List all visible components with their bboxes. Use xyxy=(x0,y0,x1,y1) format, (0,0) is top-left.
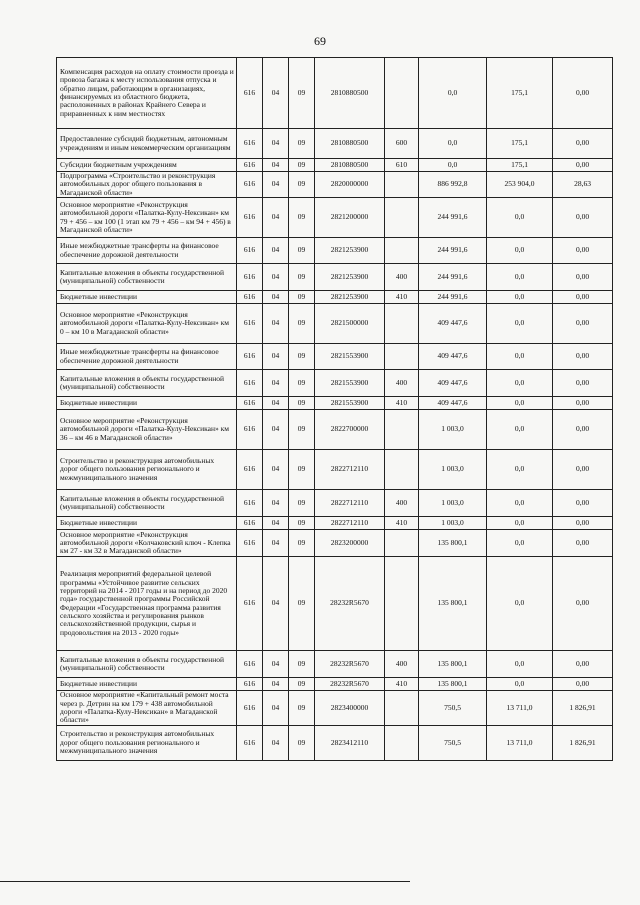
row-amount-1: 244 991,6 xyxy=(419,291,487,304)
row-subsection: 09 xyxy=(289,530,315,557)
row-amount-3: 0,00 xyxy=(553,264,613,291)
row-target-article: 2810880500 xyxy=(315,58,385,129)
row-amount-1: 244 991,6 xyxy=(419,198,487,238)
row-name: Капитальные вложения в объекты государственной (муниципальной) собственности xyxy=(57,651,237,678)
row-expense-type xyxy=(385,410,419,450)
row-amount-2: 0,0 xyxy=(487,397,553,410)
row-name: Строительство и реконструкция автомобильных дорог общего пользования регионального и межмуниципального значения xyxy=(57,725,237,760)
row-amount-3: 0,00 xyxy=(553,397,613,410)
row-amount-1: 1 003,0 xyxy=(419,410,487,450)
row-subsection: 09 xyxy=(289,557,315,651)
table-row xyxy=(57,264,613,291)
row-target-article: 2821553900 xyxy=(315,344,385,370)
row-amount-3: 0,00 xyxy=(553,530,613,557)
row-subsection: 09 xyxy=(289,238,315,264)
row-subsection: 09 xyxy=(289,725,315,760)
row-gov-code: 616 xyxy=(237,410,263,450)
row-expense-type xyxy=(385,557,419,651)
table-row xyxy=(57,238,613,264)
row-subsection: 09 xyxy=(289,58,315,129)
row-expense-type xyxy=(385,691,419,726)
row-section: 04 xyxy=(263,370,289,397)
row-amount-3: 0,00 xyxy=(553,58,613,129)
row-section: 04 xyxy=(263,159,289,172)
row-amount-2: 13 711,0 xyxy=(487,725,553,760)
row-gov-code: 616 xyxy=(237,397,263,410)
row-expense-type: 410 xyxy=(385,291,419,304)
row-name: Строительство и реконструкция автомобильных дорог общего пользования регионального и межмуниципального значения xyxy=(57,450,237,490)
row-expense-type xyxy=(385,344,419,370)
table-row xyxy=(57,129,613,159)
row-gov-code: 616 xyxy=(237,691,263,726)
table-row xyxy=(57,490,613,517)
row-amount-1: 0,0 xyxy=(419,129,487,159)
table-row xyxy=(57,557,613,651)
row-expense-type xyxy=(385,530,419,557)
row-name: Основное мероприятие «Реконструкция автомобильной дороги «Палатка-Кулу-Нексикан» км 79 + 456 – км 100 (1 этап км 79 + 456 – км 94 + 456) в Магаданской области» xyxy=(57,198,237,238)
row-expense-type xyxy=(385,198,419,238)
row-target-article: 2822712110 xyxy=(315,517,385,530)
row-section: 04 xyxy=(263,172,289,198)
row-amount-2: 0,0 xyxy=(487,410,553,450)
row-name: Капитальные вложения в объекты государственной (муниципальной) собственности xyxy=(57,490,237,517)
row-section: 04 xyxy=(263,490,289,517)
row-amount-1: 886 992,8 xyxy=(419,172,487,198)
table-row xyxy=(57,691,613,726)
budget-table xyxy=(56,57,613,761)
row-target-article: 28232R5670 xyxy=(315,678,385,691)
row-subsection: 09 xyxy=(289,344,315,370)
row-amount-1: 409 447,6 xyxy=(419,397,487,410)
row-gov-code: 616 xyxy=(237,678,263,691)
row-name: Реализация мероприятий федеральной целевой программы «Устойчивое развитие сельских территорий на 2014 - 2017 годы и на период до 2020 года» государственной программы Российской Федерации «Государственная программа развития сельского хозяйства и регулирования рынков сельскохозяйственной продукции, сырья и продовольствия на 2013 - 2020 годы» xyxy=(57,557,237,651)
row-section: 04 xyxy=(263,198,289,238)
row-name: Основное мероприятие «Реконструкция автомобильной дороги «Палатка-Кулу-Нексикан» км 36 – км 46 в Магаданской области» xyxy=(57,410,237,450)
row-target-article: 2821253900 xyxy=(315,291,385,304)
row-gov-code: 616 xyxy=(237,370,263,397)
row-amount-2: 0,0 xyxy=(487,198,553,238)
row-expense-type: 410 xyxy=(385,678,419,691)
row-subsection: 09 xyxy=(289,370,315,397)
table-row xyxy=(57,678,613,691)
row-amount-2: 0,0 xyxy=(487,557,553,651)
row-subsection: 09 xyxy=(289,129,315,159)
row-expense-type: 600 xyxy=(385,129,419,159)
row-amount-2: 0,0 xyxy=(487,678,553,691)
row-gov-code: 616 xyxy=(237,530,263,557)
row-amount-2: 0,0 xyxy=(487,344,553,370)
row-amount-1: 409 447,6 xyxy=(419,304,487,344)
row-section: 04 xyxy=(263,344,289,370)
row-amount-3: 0,00 xyxy=(553,344,613,370)
table-row xyxy=(57,370,613,397)
row-section: 04 xyxy=(263,678,289,691)
row-gov-code: 616 xyxy=(237,264,263,291)
row-section: 04 xyxy=(263,651,289,678)
row-gov-code: 616 xyxy=(237,490,263,517)
row-name: Бюджетные инвестиции xyxy=(57,517,237,530)
row-name: Бюджетные инвестиции xyxy=(57,397,237,410)
row-gov-code: 616 xyxy=(237,172,263,198)
row-name: Основное мероприятие «Реконструкция автомобильной дороги «Палатка-Кулу-Нексикан» км 0 – км 10 в Магаданской области» xyxy=(57,304,237,344)
row-amount-3: 0,00 xyxy=(553,490,613,517)
row-gov-code: 616 xyxy=(237,651,263,678)
row-gov-code: 616 xyxy=(237,291,263,304)
row-section: 04 xyxy=(263,264,289,291)
row-amount-1: 750,5 xyxy=(419,725,487,760)
row-amount-2: 0,0 xyxy=(487,450,553,490)
row-expense-type xyxy=(385,450,419,490)
table-row xyxy=(57,517,613,530)
row-subsection: 09 xyxy=(289,490,315,517)
row-name: Основное мероприятие «Реконструкция автомобильной дороги «Колчаковский ключ - Клепка км 27 - км 32 в Магаданской области» xyxy=(57,530,237,557)
row-expense-type: 400 xyxy=(385,370,419,397)
row-section: 04 xyxy=(263,450,289,490)
row-amount-3: 0,00 xyxy=(553,651,613,678)
row-amount-2: 0,0 xyxy=(487,370,553,397)
row-subsection: 09 xyxy=(289,651,315,678)
row-amount-1: 409 447,6 xyxy=(419,344,487,370)
row-gov-code: 616 xyxy=(237,159,263,172)
row-amount-2: 0,0 xyxy=(487,490,553,517)
row-target-article: 2810880500 xyxy=(315,129,385,159)
row-target-article: 2810880500 xyxy=(315,159,385,172)
row-expense-type xyxy=(385,238,419,264)
row-amount-2: 175,1 xyxy=(487,159,553,172)
row-expense-type: 400 xyxy=(385,264,419,291)
row-section: 04 xyxy=(263,304,289,344)
row-amount-2: 0,0 xyxy=(487,238,553,264)
row-amount-3: 28,63 xyxy=(553,172,613,198)
row-amount-1: 1 003,0 xyxy=(419,490,487,517)
table-row xyxy=(57,159,613,172)
row-amount-1: 1 003,0 xyxy=(419,517,487,530)
table-row xyxy=(57,291,613,304)
row-target-article: 2821500000 xyxy=(315,304,385,344)
row-name: Компенсация расходов на оплату стоимости проезда и провоза багажа к месту использования отпуска и обратно лицам, работающим в организациях, финансируемых из областного бюджета, расположенных в районах Крайнего Севера и приравненных к ним местностях xyxy=(57,58,237,129)
row-subsection: 09 xyxy=(289,264,315,291)
row-target-article: 2820000000 xyxy=(315,172,385,198)
row-expense-type: 400 xyxy=(385,490,419,517)
row-gov-code: 616 xyxy=(237,304,263,344)
row-target-article: 2821253900 xyxy=(315,238,385,264)
row-amount-3: 0,00 xyxy=(553,450,613,490)
table-row xyxy=(57,450,613,490)
row-subsection: 09 xyxy=(289,397,315,410)
row-section: 04 xyxy=(263,129,289,159)
row-amount-3: 0,00 xyxy=(553,129,613,159)
row-amount-1: 409 447,6 xyxy=(419,370,487,397)
row-amount-3: 0,00 xyxy=(553,291,613,304)
row-amount-1: 0,0 xyxy=(419,58,487,129)
row-target-article: 2821553900 xyxy=(315,397,385,410)
row-amount-2: 0,0 xyxy=(487,651,553,678)
row-amount-2: 0,0 xyxy=(487,517,553,530)
row-name: Капитальные вложения в объекты государственной (муниципальной) собственности xyxy=(57,264,237,291)
table-row xyxy=(57,344,613,370)
row-target-article: 2821253900 xyxy=(315,264,385,291)
row-target-article: 2822712110 xyxy=(315,490,385,517)
row-amount-2: 175,1 xyxy=(487,58,553,129)
table-row xyxy=(57,172,613,198)
row-target-article: 2823412110 xyxy=(315,725,385,760)
row-amount-1: 750,5 xyxy=(419,691,487,726)
row-subsection: 09 xyxy=(289,691,315,726)
row-gov-code: 616 xyxy=(237,129,263,159)
row-amount-3: 0,00 xyxy=(553,678,613,691)
row-name: Бюджетные инвестиции xyxy=(57,678,237,691)
row-gov-code: 616 xyxy=(237,198,263,238)
row-target-article: 28232R5670 xyxy=(315,557,385,651)
row-amount-3: 0,00 xyxy=(553,410,613,450)
row-target-article: 2821200000 xyxy=(315,198,385,238)
row-amount-1: 135 800,1 xyxy=(419,678,487,691)
table-row xyxy=(57,58,613,129)
row-subsection: 09 xyxy=(289,450,315,490)
row-expense-type: 610 xyxy=(385,159,419,172)
row-section: 04 xyxy=(263,691,289,726)
row-target-article: 2822700000 xyxy=(315,410,385,450)
row-subsection: 09 xyxy=(289,172,315,198)
table-row xyxy=(57,397,613,410)
table-row xyxy=(57,198,613,238)
row-gov-code: 616 xyxy=(237,557,263,651)
row-amount-1: 0,0 xyxy=(419,159,487,172)
row-subsection: 09 xyxy=(289,678,315,691)
row-section: 04 xyxy=(263,530,289,557)
row-gov-code: 616 xyxy=(237,725,263,760)
row-name: Иные межбюджетные трансферты на финансовое обеспечение дорожной деятельности xyxy=(57,238,237,264)
row-section: 04 xyxy=(263,397,289,410)
row-subsection: 09 xyxy=(289,291,315,304)
row-name: Предоставление субсидий бюджетным, автономным учреждениям и иным некоммерческим организациям xyxy=(57,129,237,159)
row-gov-code: 616 xyxy=(237,517,263,530)
row-target-article: 2821553900 xyxy=(315,370,385,397)
table-row xyxy=(57,304,613,344)
row-amount-3: 0,00 xyxy=(553,198,613,238)
row-target-article: 2823200000 xyxy=(315,530,385,557)
row-amount-2: 253 904,0 xyxy=(487,172,553,198)
row-amount-2: 0,0 xyxy=(487,264,553,291)
row-gov-code: 616 xyxy=(237,344,263,370)
row-section: 04 xyxy=(263,410,289,450)
row-expense-type xyxy=(385,725,419,760)
row-section: 04 xyxy=(263,291,289,304)
table-row xyxy=(57,725,613,760)
row-amount-3: 0,00 xyxy=(553,159,613,172)
row-amount-2: 0,0 xyxy=(487,304,553,344)
row-amount-2: 175,1 xyxy=(487,129,553,159)
row-amount-3: 0,00 xyxy=(553,304,613,344)
row-amount-1: 135 800,1 xyxy=(419,557,487,651)
row-name: Капитальные вложения в объекты государственной (муниципальной) собственности xyxy=(57,370,237,397)
page-number: 69 xyxy=(314,34,326,48)
row-amount-3: 1 826,91 xyxy=(553,725,613,760)
row-section: 04 xyxy=(263,725,289,760)
row-gov-code: 616 xyxy=(237,450,263,490)
row-amount-3: 0,00 xyxy=(553,557,613,651)
row-amount-3: 0,00 xyxy=(553,517,613,530)
row-section: 04 xyxy=(263,517,289,530)
row-name: Субсидии бюджетным учреждениям xyxy=(57,159,237,172)
row-amount-2: 0,0 xyxy=(487,291,553,304)
row-section: 04 xyxy=(263,557,289,651)
row-amount-1: 135 800,1 xyxy=(419,651,487,678)
row-amount-1: 244 991,6 xyxy=(419,238,487,264)
footer-rule xyxy=(0,881,410,882)
row-subsection: 09 xyxy=(289,517,315,530)
row-expense-type xyxy=(385,58,419,129)
row-subsection: 09 xyxy=(289,304,315,344)
row-name: Основное мероприятие «Капитальный ремонт моста через р. Детрин на км 179 + 438 автомобильной дороги «Палатка-Кулу-Нексикан» в Магаданской области» xyxy=(57,691,237,726)
row-amount-3: 1 826,91 xyxy=(553,691,613,726)
row-section: 04 xyxy=(263,58,289,129)
row-gov-code: 616 xyxy=(237,58,263,129)
row-subsection: 09 xyxy=(289,410,315,450)
row-target-article: 2822712110 xyxy=(315,450,385,490)
row-amount-1: 1 003,0 xyxy=(419,450,487,490)
row-name: Бюджетные инвестиции xyxy=(57,291,237,304)
row-subsection: 09 xyxy=(289,198,315,238)
row-target-article: 2823400000 xyxy=(315,691,385,726)
row-amount-3: 0,00 xyxy=(553,238,613,264)
row-section: 04 xyxy=(263,238,289,264)
row-gov-code: 616 xyxy=(237,238,263,264)
row-expense-type: 410 xyxy=(385,397,419,410)
row-expense-type: 410 xyxy=(385,517,419,530)
row-amount-3: 0,00 xyxy=(553,370,613,397)
table-row xyxy=(57,651,613,678)
table-row xyxy=(57,530,613,557)
row-amount-1: 244 991,6 xyxy=(419,264,487,291)
row-name: Иные межбюджетные трансферты на финансовое обеспечение дорожной деятельности xyxy=(57,344,237,370)
row-expense-type xyxy=(385,172,419,198)
row-expense-type xyxy=(385,304,419,344)
table-row xyxy=(57,410,613,450)
row-amount-2: 0,0 xyxy=(487,530,553,557)
row-amount-2: 13 711,0 xyxy=(487,691,553,726)
row-amount-1: 135 800,1 xyxy=(419,530,487,557)
row-name: Подпрограмма «Строительство и реконструкция автомобильных дорог общего пользования в Магаданской области» xyxy=(57,172,237,198)
row-subsection: 09 xyxy=(289,159,315,172)
row-expense-type: 400 xyxy=(385,651,419,678)
row-target-article: 28232R5670 xyxy=(315,651,385,678)
